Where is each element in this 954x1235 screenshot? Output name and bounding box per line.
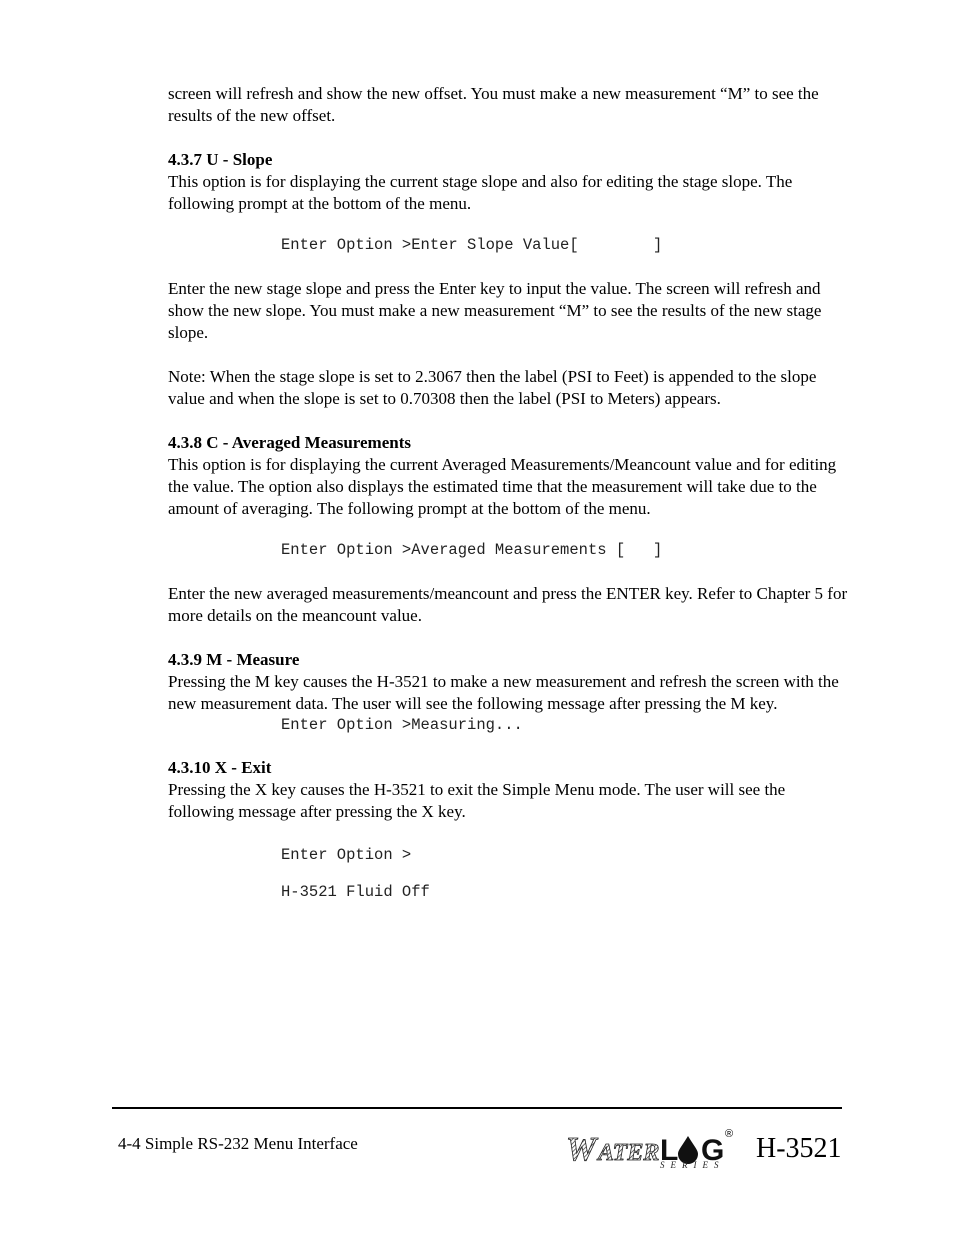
page-body	[168, 83, 848, 902]
measure-prompt: Enter Option >Measuring...	[281, 716, 523, 734]
measure-description: Pressing the M key causes the H-3521 to make a new measurement and refresh the screen with the new measurement data. The user will see the following message after pressing the M key.	[168, 672, 839, 713]
registered-mark: ®	[725, 1128, 734, 1140]
svg-text:W: W	[566, 1131, 597, 1166]
averaged-heading: 4.3.8 C - Averaged Measurements	[168, 433, 411, 452]
slope-prompt: Enter Option >Enter Slope Value[ ]	[281, 236, 663, 254]
svg-text:G: G	[701, 1134, 724, 1166]
slope-note: Note: When the stage slope is set to 2.3067 then the label (PSI to Feet) is appended to the slope value and when the slope is set to 0.70308 then the label (PSI to Meters) appears.	[168, 367, 817, 408]
slope-heading: 4.3.7 U - Slope	[168, 150, 273, 169]
measure-heading: 4.3.9 M - Measure	[168, 650, 300, 669]
footer-page-label: 4-4 Simple RS-232 Menu Interface	[118, 1134, 358, 1153]
slope-description: This option is for displaying the current stage slope and also for editing the stage slope. The following prompt at the bottom of the menu.	[168, 172, 793, 213]
model-number: H-3521	[756, 1133, 842, 1164]
intro-paragraph: screen will refresh and show the new offset. You must make a new measurement “M” to see the results of the new offset.	[168, 84, 819, 125]
slope-after-paragraph: Enter the new stage slope and press the Enter key to input the value. The screen will refresh and show the new slope. You must make a new measurement “M” to see the results of the new stage slope.	[168, 279, 822, 342]
exit-description: Pressing the X key causes the H-3521 to exit the Simple Menu mode. The user will see the following message after pressing the X key.	[168, 780, 786, 821]
svg-text:ATER: ATER	[598, 1140, 660, 1166]
logo-series-text: SERIES	[660, 1160, 725, 1170]
exit-message: H-3521 Fluid Off	[281, 883, 430, 901]
footer-rule	[112, 1107, 842, 1109]
averaged-description: This option is for displaying the current Averaged Measurements/Meancount value and for editing the value. The option also displays the estimated time that the measurement will take due to the amount of averaging. The following prompt at the bottom of the menu.	[168, 455, 837, 518]
svg-text:L: L	[660, 1134, 679, 1166]
exit-heading: 4.3.10 X - Exit	[168, 758, 272, 777]
waterlog-logo	[564, 1126, 744, 1176]
averaged-after-paragraph: Enter the new averaged measurements/meancount and press the ENTER key. Refer to Chapter 5 for more details on the meancount value.	[168, 584, 848, 625]
averaged-prompt: Enter Option >Averaged Measurements [ ]	[281, 541, 663, 559]
exit-prompt: Enter Option >	[281, 846, 412, 864]
